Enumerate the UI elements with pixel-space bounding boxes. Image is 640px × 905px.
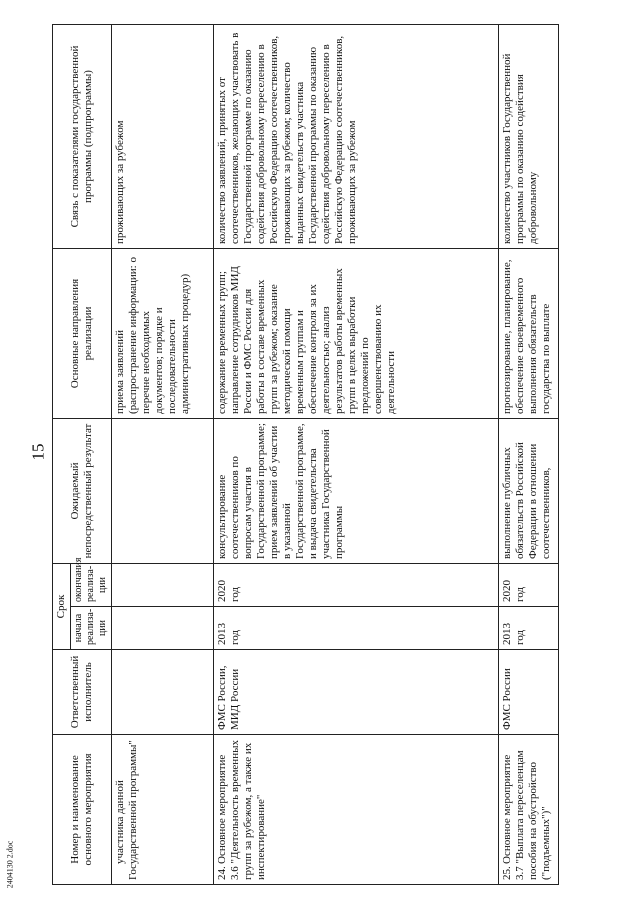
- table-row: [499, 25, 559, 885]
- row-name: Основное мероприятие 3.6 "Деятельность временных групп за рубежом, а также их инспектирование": [216, 740, 267, 880]
- header-directions: Основные направления реализации: [53, 249, 112, 419]
- cell-result: консультирование соотечественников по вопросам участия в Государственной программе; прием заявлений об участии в указанной Государственной программе, и выдача свидетельства участника Государственной программы: [214, 419, 499, 564]
- cell-name: [112, 735, 214, 885]
- footer-doc-code: 2404130 2.doc: [5, 840, 15, 889]
- cell-link: количество участников Государственной программы по оказанию содействия добровольному: [499, 25, 559, 249]
- cell-result: [112, 419, 214, 564]
- cell-end: 2020 год: [214, 564, 499, 607]
- cell-directions: приема заявлений (распространение информации: о перечне необходимых документов; порядке и последовательности административных процедур): [112, 249, 214, 419]
- header-start: начала реализа-ции: [71, 607, 112, 650]
- header-term: Срок: [53, 564, 71, 650]
- rotated-sheet: [52, 25, 582, 885]
- cell-name: [214, 735, 499, 885]
- cell-directions: прогнозирование, планирование, обеспечение своевременного выполнения обязательств государства по выплате: [499, 249, 559, 419]
- cell-start: 2013 год: [214, 607, 499, 650]
- cell-end: [112, 564, 214, 607]
- row-name: участника данной Государственной программы": [114, 740, 139, 880]
- cell-executor: [112, 650, 214, 735]
- header-row-1: [53, 25, 71, 885]
- cell-end: 2020 год: [499, 564, 559, 607]
- cell-executor: ФМС России: [499, 650, 559, 735]
- cell-executor: ФМС России, МИД России: [214, 650, 499, 735]
- activities-table: [52, 24, 559, 885]
- cell-result: выполнение публичных обязательств Российской Федерации в отношении соотечественников,: [499, 419, 559, 564]
- row-number: 24.: [216, 866, 228, 880]
- header-result: Ожидаемый непосредственный результат: [53, 419, 112, 564]
- header-end: окончания реализа-ции: [71, 564, 112, 607]
- cell-link: проживающих за рубежом: [112, 25, 214, 249]
- row-name: Основное мероприятие 3.7 "Выплата переселенцам пособия на обустройство ("подъемных")": [501, 750, 552, 880]
- header-name: Номер и наименование основного мероприятия: [53, 735, 112, 885]
- page-number: 15: [28, 443, 48, 461]
- table-row: [112, 25, 214, 885]
- cell-link: количество заявлений, принятых от соотечественников, желающих участвовать в Государственной программе по оказанию содействия добровольному переселению в Российскую Федерацию соотечественников, проживающих за рубежом; количество выданных свидетельств участника Государственной программы по оказанию содействия добровольному переселению в Российскую Федерацию соотечественников, проживающих за рубежом: [214, 25, 499, 249]
- cell-start: [112, 607, 214, 650]
- header-executor: Ответственный исполнитель: [53, 650, 112, 735]
- cell-directions: содержание временных групп; направление сотрудников МИД России и ФМС России для работы в составе временных групп за рубежом; оказание методической помощи временным группам и обеспечение контроля за их деятельностью; анализ результатов работы временных групп в целях выработки предложений по совершенствованию их деятельности: [214, 249, 499, 419]
- table-row: [214, 25, 499, 885]
- row-number: 25.: [501, 866, 513, 880]
- cell-start: 2013 год: [499, 607, 559, 650]
- cell-name: [499, 735, 559, 885]
- header-link: Связь с показателями государственной программы (подпрограммы): [53, 25, 112, 249]
